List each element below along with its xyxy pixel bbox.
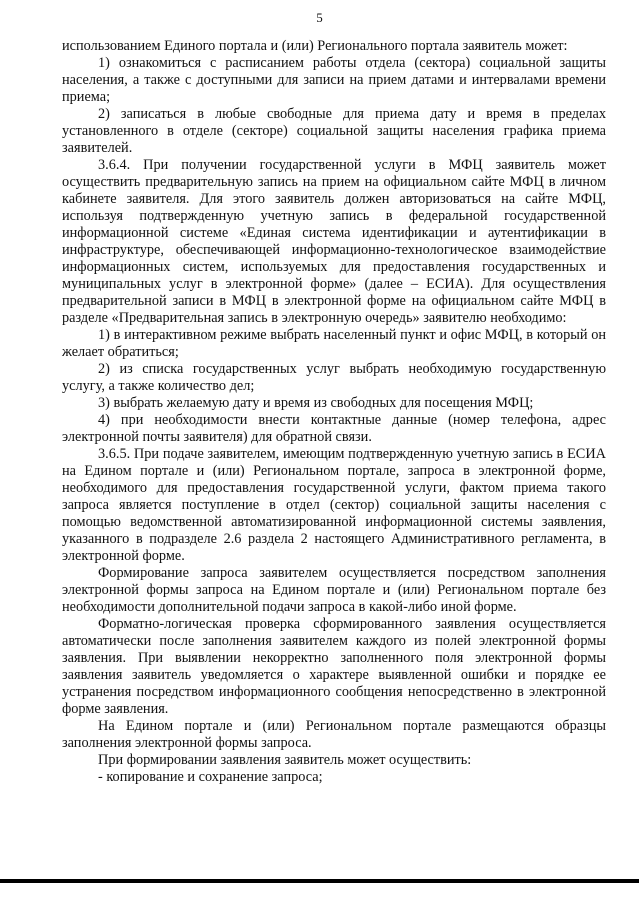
document-body (62, 38, 606, 786)
page-number: 5 (316, 10, 323, 25)
paragraph: 2) из списка государственных услуг выбрать необходимую государственную услугу, а также количество дел; (62, 361, 606, 394)
paragraph: 2) записаться в любые свободные для приема дату и время в пределах установленного в отделе (секторе) социальной защиты населения графика приема заявителей. (62, 106, 606, 156)
paragraph: 3.6.4. При получении государственной услуги в МФЦ заявитель может осуществить предварительную запись на прием на официальном сайте МФЦ в личном кабинете заявителя. Для этого заявитель должен авторизоваться на сайте МФЦ, используя подтвержденную учетную запись в федеральной государственной информационной системе «Единая система идентификации и аутентификации в инфраструктуре, обеспечивающей информационно-технологическое взаимодействие информационных систем, используемых для предоставления государственных и муниципальных услуг в электронной форме» (далее – ЕСИА). Для осуществления предварительной записи в МФЦ в электронной форме на официальном сайте МФЦ в разделе «Предварительная запись в электронную очередь» заявителю необходимо: (62, 157, 606, 326)
paragraph: 1) в интерактивном режиме выбрать населенный пункт и офис МФЦ, в который он желает обратиться; (62, 327, 606, 360)
paragraph: Форматно-логическая проверка сформированного заявления осуществляется автоматически после заполнения заявителем каждого из полей электронной формы заявления. При выявлении некорректно заполненного поля электронной формы заявления заявитель уведомляется о характере выявленной ошибки и порядке ее устранения посредством информационного сообщения непосредственно в электронной форме заявления. (62, 616, 606, 717)
paragraph: 3) выбрать желаемую дату и время из свободных для посещения МФЦ; (98, 395, 534, 411)
paragraph: использованием Единого портала и (или) Регионального портала заявитель может: (62, 38, 568, 54)
paragraph: 1) ознакомиться с расписанием работы отдела (сектора) социальной защиты населения, а также с доступными для записи на прием датами и интервалами времени приема; (62, 55, 606, 105)
paragraph: Формирование запроса заявителем осуществляется посредством заполнения электронной формы запроса на Едином портале и (или) Региональном портале без необходимости дополнительной подачи запроса в какой-либо иной форме. (62, 565, 606, 615)
paragraph: 3.6.5. При подаче заявителем, имеющим подтвержденную учетную запись в ЕСИА на Едином портале и (или) Региональном портале, запроса в электронной форме, необходимого для предоставления государственной услуги, фактом приема такого запроса является поступление в отдел (сектор) социальной защиты населения с помощью ведомственной автоматизированной информационной системы заявления, указанного в подразделе 2.6 раздела 2 настоящего Административного регламента, в электронной форме. (62, 446, 606, 564)
bottom-rule (0, 879, 639, 883)
paragraph: При формировании заявления заявитель может осуществить: (98, 752, 472, 768)
paragraph: - копирование и сохранение запроса; (98, 769, 323, 785)
paragraph: 4) при необходимости внести контактные данные (номер телефона, адрес электронной почты заявителя) для обратной связи. (62, 412, 606, 445)
paragraph: На Едином портале и (или) Региональном портале размещаются образцы заполнения электронной формы запроса. (62, 718, 606, 751)
